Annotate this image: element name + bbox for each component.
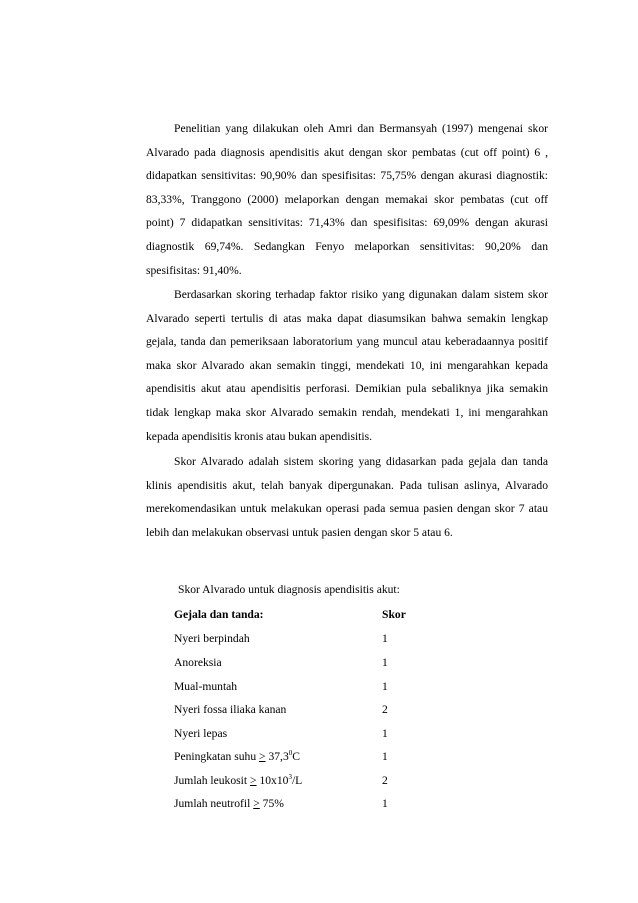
table-row: Peningkatan suhu > $37,3^0C$ 1 <box>174 749 388 763</box>
table-intro: Skor Alvarado untuk diagnosis apendisitis akut: <box>178 583 400 596</box>
table-header <box>174 608 474 632</box>
table-row: Jumlah leukosit > $10x10^3/L$ 2 <box>174 773 388 787</box>
table-row: Nyeri lepas 1 <box>174 727 388 740</box>
table-row: Nyeri fossa iliaka kanan 2 <box>174 703 388 716</box>
header-sign: Gejala dan tanda: <box>174 608 264 621</box>
paragraph-1: Penelitian yang dilakukan oleh Amri dan Bermansyah (1997) mengenai skor Alvarado pada diagnosis apendisitis akut dengan skor pembatas (cut off point) 6 , didapatkan sensitivitas: 90,90% dan spesifisitas: 75,75% dengan akurasi diagnostik: 83,33%, Tranggono (2000) melaporkan dengan memakai skor pembatas (cut off point) 7 didapatkan sensitivitas: 71,43% dan spesifisitas: 69,09% dengan akurasi diagnostik 69,74%. Sedangkan Fenyo melaporkan sensitivitas: 90,20% dan spesifisitas: 91,40%. <box>146 122 548 277</box>
paragraph-2: Berdasarkan skoring terhadap faktor risiko yang digunakan dalam sistem skor Alvarado seperti tertulis di atas maka dapat diasumsikan bahwa semakin lengkap gejala, tanda dan pemeriksaan laboratorium yang muncul atau keberadaannya positif maka skor Alvarado akan semakin tinggi, mendekati 10, ini mengarahkan kepada apendisitis akut atau apendisitis perforasi. Demikian pula sebaliknya jika semakin tidak lengkap maka skor Alvarado semakin rendah, mendekati 1, ini mengarahkan kepada apendisitis kronis atau bukan apendisitis. <box>146 288 548 443</box>
table-row: Mual-muntah 1 <box>174 680 388 693</box>
table-row: Anoreksia 1 <box>174 656 388 669</box>
table-row: Jumlah neutrofil > 75% 1 <box>174 797 388 810</box>
paragraph-3: Skor Alvarado adalah sistem skoring yang didasarkan pada gejala dan tanda klinis apendisitis akut, telah banyak dipergunakan. Pada tulisan aslinya, Alvarado merekomendasikan untuk melakukan operasi pada semua pasien dengan skor 7 atau lebih dan melakukan observasi untuk pasien dengan skor 5 atau 6. <box>146 455 548 539</box>
table-row: Nyeri berpindah 1 <box>174 632 388 645</box>
header-score: Skor <box>382 608 406 621</box>
